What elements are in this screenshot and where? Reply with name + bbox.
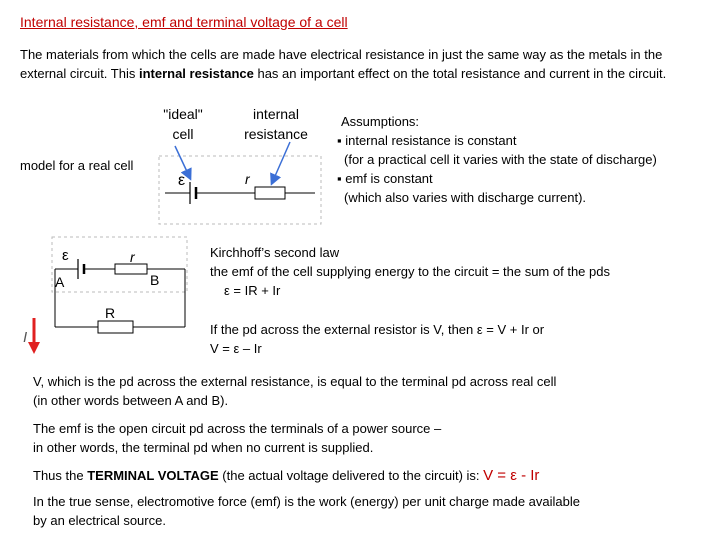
intro-text-after: has an important effect on the total resistance and current in the circuit. xyxy=(253,66,667,81)
circuit-diagram xyxy=(20,232,200,357)
terminal-a-label: A xyxy=(55,274,65,290)
model-dashed-box xyxy=(159,156,321,224)
assumption-2: ▪ emf is constant xyxy=(337,171,433,186)
emf-symbol: ε xyxy=(178,172,186,189)
kirchhoff-statement: the emf of the cell supplying energy to the circuit = the sum of the pds xyxy=(210,264,610,279)
terminal-voltage-before: Thus the xyxy=(33,468,88,483)
kirchhoff-heading: Kirchhoff’s second law xyxy=(210,245,340,260)
terminal-voltage-equation: V = ε - Ir xyxy=(483,467,540,484)
emf-work-definition-line1: In the true sense, electromotive force (emf) is the work (energy) per unit charge made available xyxy=(33,494,580,509)
r-symbol: r xyxy=(245,171,250,187)
pd-statement: If the pd across the external resistor is V, then ε = V + Ir or xyxy=(210,322,545,337)
terminal-pd-line2: (in other words between A and B). xyxy=(33,393,229,408)
page-title: Internal resistance, emf and terminal voltage of a cell xyxy=(20,14,348,30)
current-arrow-head xyxy=(28,342,40,354)
emf-definition-line2: in other words, the terminal pd when no current is supplied. xyxy=(33,440,374,455)
terminal-voltage-line xyxy=(33,466,539,485)
emf-definition-line1: The emf is the open circuit pd across the terminals of a power source – xyxy=(33,421,442,436)
terminal-voltage-after: (the actual voltage delivered to the circuit) is: xyxy=(218,468,484,483)
current-i-label: I xyxy=(23,329,28,346)
circuit-emf-symbol: ε xyxy=(62,247,69,264)
emf-work-definition-line2: by an electrical source. xyxy=(33,513,166,528)
model-label: model for a real cell xyxy=(20,158,134,173)
terminal-pd-line1: V, which is the pd across the external resistance, is equal to the terminal pd across real cell xyxy=(33,374,557,389)
intro-text-bold: internal resistance xyxy=(138,66,254,81)
external-r-label: R xyxy=(105,305,116,321)
terminal-voltage-bold: TERMINAL VOLTAGE xyxy=(87,468,219,483)
circuit-internal-resistor xyxy=(115,264,147,274)
real-cell-model-diagram xyxy=(150,140,340,230)
terminal-b-label: B xyxy=(150,272,160,288)
intro-paragraph xyxy=(20,45,710,83)
internal-resistance-label: internal resistance xyxy=(244,106,308,142)
circuit-r-symbol: r xyxy=(130,249,135,265)
intro-text-before: The materials from which the cells are made have electrical resistance in just the same way as the metals in the external circuit. This xyxy=(20,47,663,81)
ideal-cell-label: "ideal" cell xyxy=(163,106,203,142)
assumption-1: ▪ internal resistance is constant xyxy=(337,133,517,148)
kirchhoff-equation: ε = IR + Ir xyxy=(224,283,281,298)
internal-resistance-arrow xyxy=(272,142,290,183)
assumption-1-note: (for a practical cell it varies with the state of discharge) xyxy=(344,152,657,167)
assumptions-heading: Assumptions: xyxy=(341,114,420,129)
internal-resistor xyxy=(255,187,285,199)
external-resistor xyxy=(98,321,133,333)
assumption-2-note: (which also varies with discharge current). xyxy=(344,190,587,205)
pd-equation: V = ε – Ir xyxy=(210,341,262,356)
